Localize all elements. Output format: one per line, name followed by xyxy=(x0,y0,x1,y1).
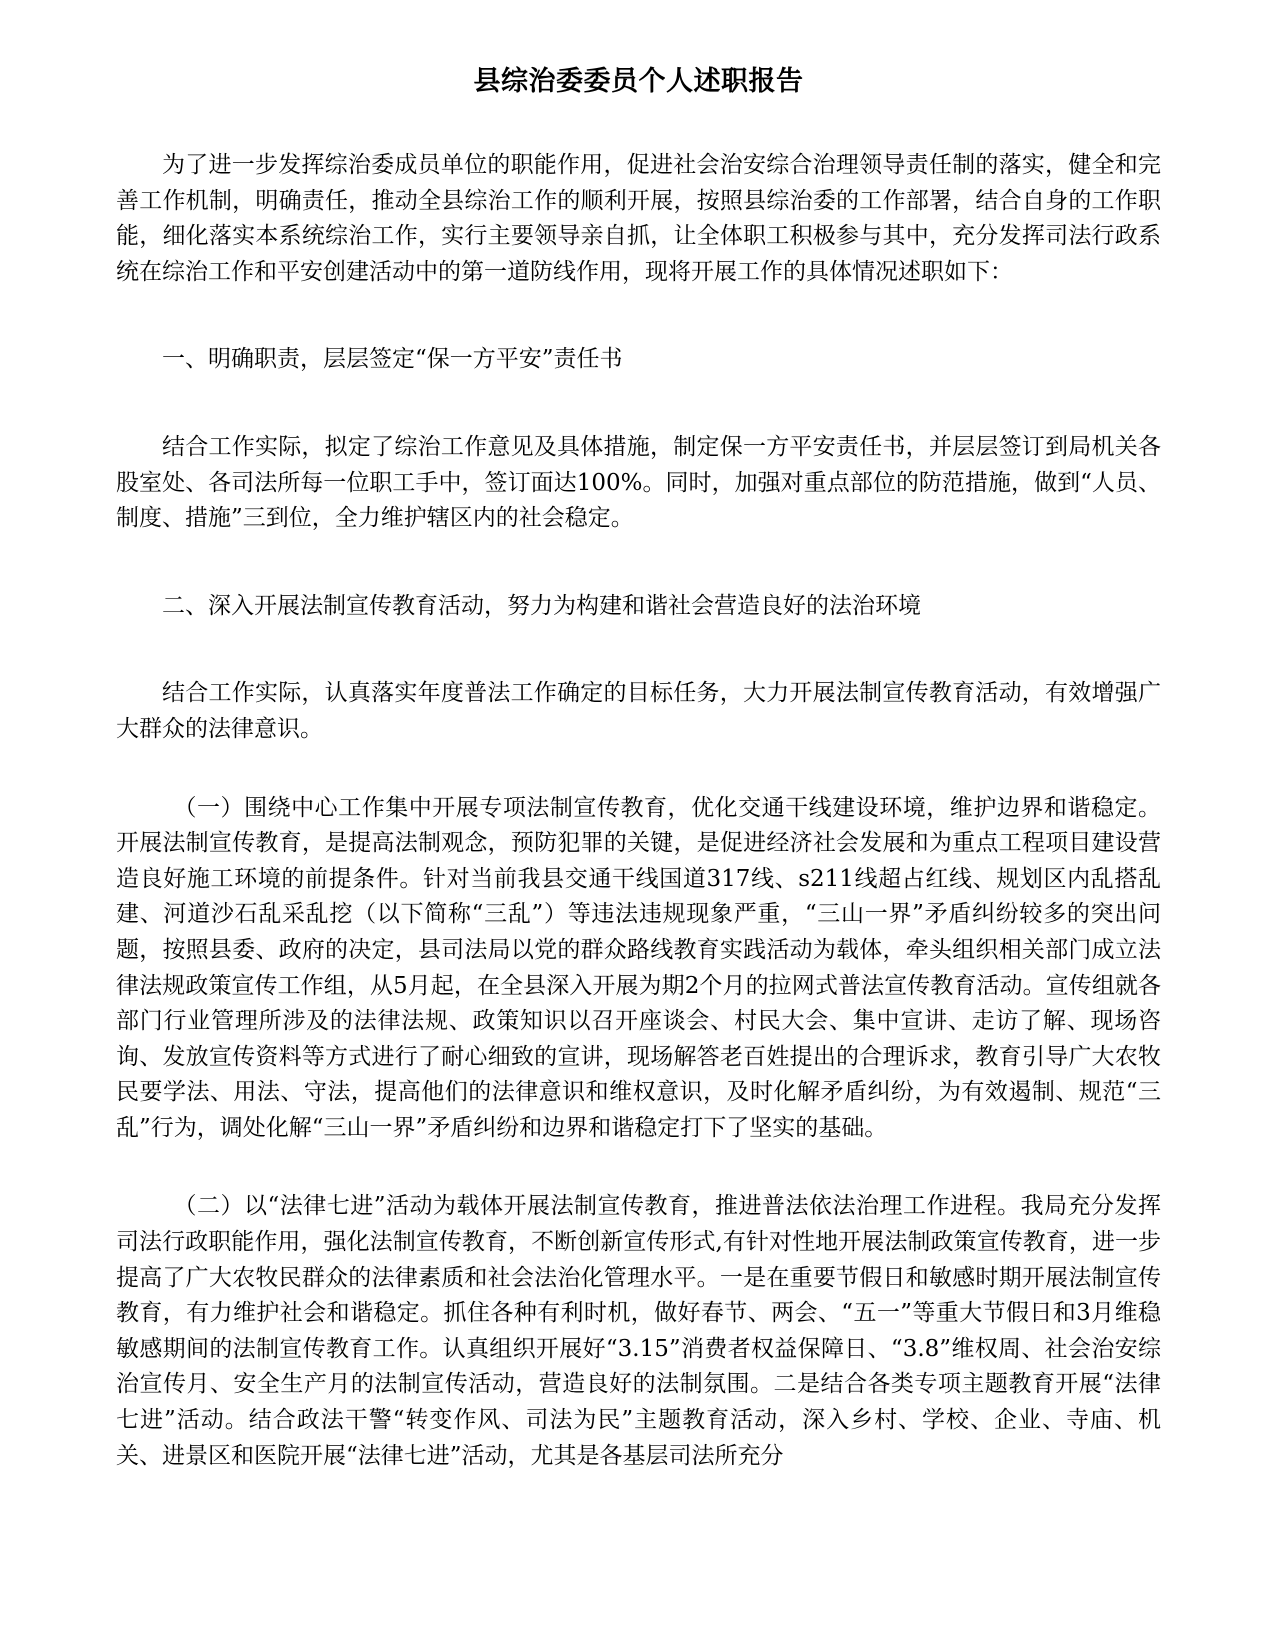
subsection-1-paragraph: （一）围绕中心工作集中开展专项法制宣传教育，优化交通干线建设环境，维护边界和谐稳定。开展法制宣传教育，是提高法制观念，预防犯罪的关键，是促进经济社会发展和为重点工程项目建设营造良好施工环境的前提条件。针对当前我县交通干线国道317线、s211线超占红线、规划区内乱搭乱建、河道沙石乱采乱挖（以下简称“三乱”）等违法违规现象严重，“三山一界”矛盾纠纷较多的突出问题，按照县委、政府的决定，县司法局以党的群众路线教育实践活动为载体，牵头组织相关部门成立法律法规政策宣传工作组，从5月起，在全县深入开展为期2个月的拉网式普法宣传教育活动。宣传组就各部门行业管理所涉及的法律法规、政策知识以召开座谈会、村民大会、集中宣讲、走访了解、现场咨询、发放宣传资料等方式进行了耐心细致的宣讲，现场解答老百姓提出的合理诉求，教育引导广大农牧民要学法、用法、守法，提高他们的法律意识和维权意识，及时化解矛盾纠纷，为有效遏制、规范“三乱”行为，调处化解“三山一界”矛盾纠纷和边界和谐稳定打下了坚实的基础。 xyxy=(116,794,1161,1141)
document-page xyxy=(116,58,1161,1474)
section-2-body: 结合工作实际，认真落实年度普法工作确定的目标任务，大力开展法制宣传教育活动，有效增强广大群众的法律意识。 xyxy=(116,680,1161,742)
section-1-heading: 一、明确职责，层层签定“保一方平安”责任书 xyxy=(162,346,623,373)
subsection-2-paragraph: （二）以“法律七进”活动为载体开展法制宣传教育，推进普法依法治理工作进程。我局充分发挥司法行政职能作用，强化法制宣传教育，不断创新宣传形式,有针对性地开展法制政策宣传教育，进一步提高了广大农牧民群众的法律素质和社会法治化管理水平。一是在重要节假日和敏感时期开展法制宣传教育，有力维护社会和谐稳定。抓住各种有利时机，做好春节、两会、“五一”等重大节假日和3月维稳敏感期间的法制宣传教育工作。认真组织开展好“3.15”消费者权益保障日、“3.8”维权周、社会治安综治宣传月、安全生产月的法制宣传活动，营造良好的法制氛围。二是结合各类专项主题教育开展“法律七进”活动。结合政法干警“转变作风、司法为民”主题教育活动，深入乡村、学校、企业、寺庙、机关、进景区和医院开展“法律七进”活动，尤其是各基层司法所充分 xyxy=(116,1193,1161,1469)
spacer xyxy=(116,1146,1161,1189)
spacer xyxy=(116,748,1161,791)
intro-paragraph: 为了进一步发挥综治委成员单位的职能作用，促进社会治安综合治理领导责任制的落实，健全和完善工作机制，明确责任，推动全县综治工作的顺利开展，按照县综治委的工作部署，结合自身的工作职能，细化落实本系统综治工作，实行主要领导亲自抓，让全体职工积极参与其中，充分发挥司法行政系统在综治工作和平安创建活动中的第一道防线作用，现将开展工作的具体情况述职如下： xyxy=(116,152,1161,285)
document-title: 县综治委委员个人述职报告 xyxy=(473,66,804,97)
spacer xyxy=(116,378,1161,430)
spacer xyxy=(116,537,1161,589)
section-2-heading: 二、深入开展法制宣传教育活动，努力为构建和谐社会营造良好的法治环境 xyxy=(162,592,921,619)
section-1-body: 结合工作实际，拟定了综治工作意见及具体措施，制定保一方平安责任书，并层层签订到局机关各股室处、各司法所每一位职工手中，签订面达100%。同时，加强对重点部位的防范措施，做到“人员、制度、措施”三到位，全力维护辖区内的社会稳定。 xyxy=(116,433,1161,532)
spacer xyxy=(116,290,1161,342)
spacer xyxy=(116,624,1161,676)
